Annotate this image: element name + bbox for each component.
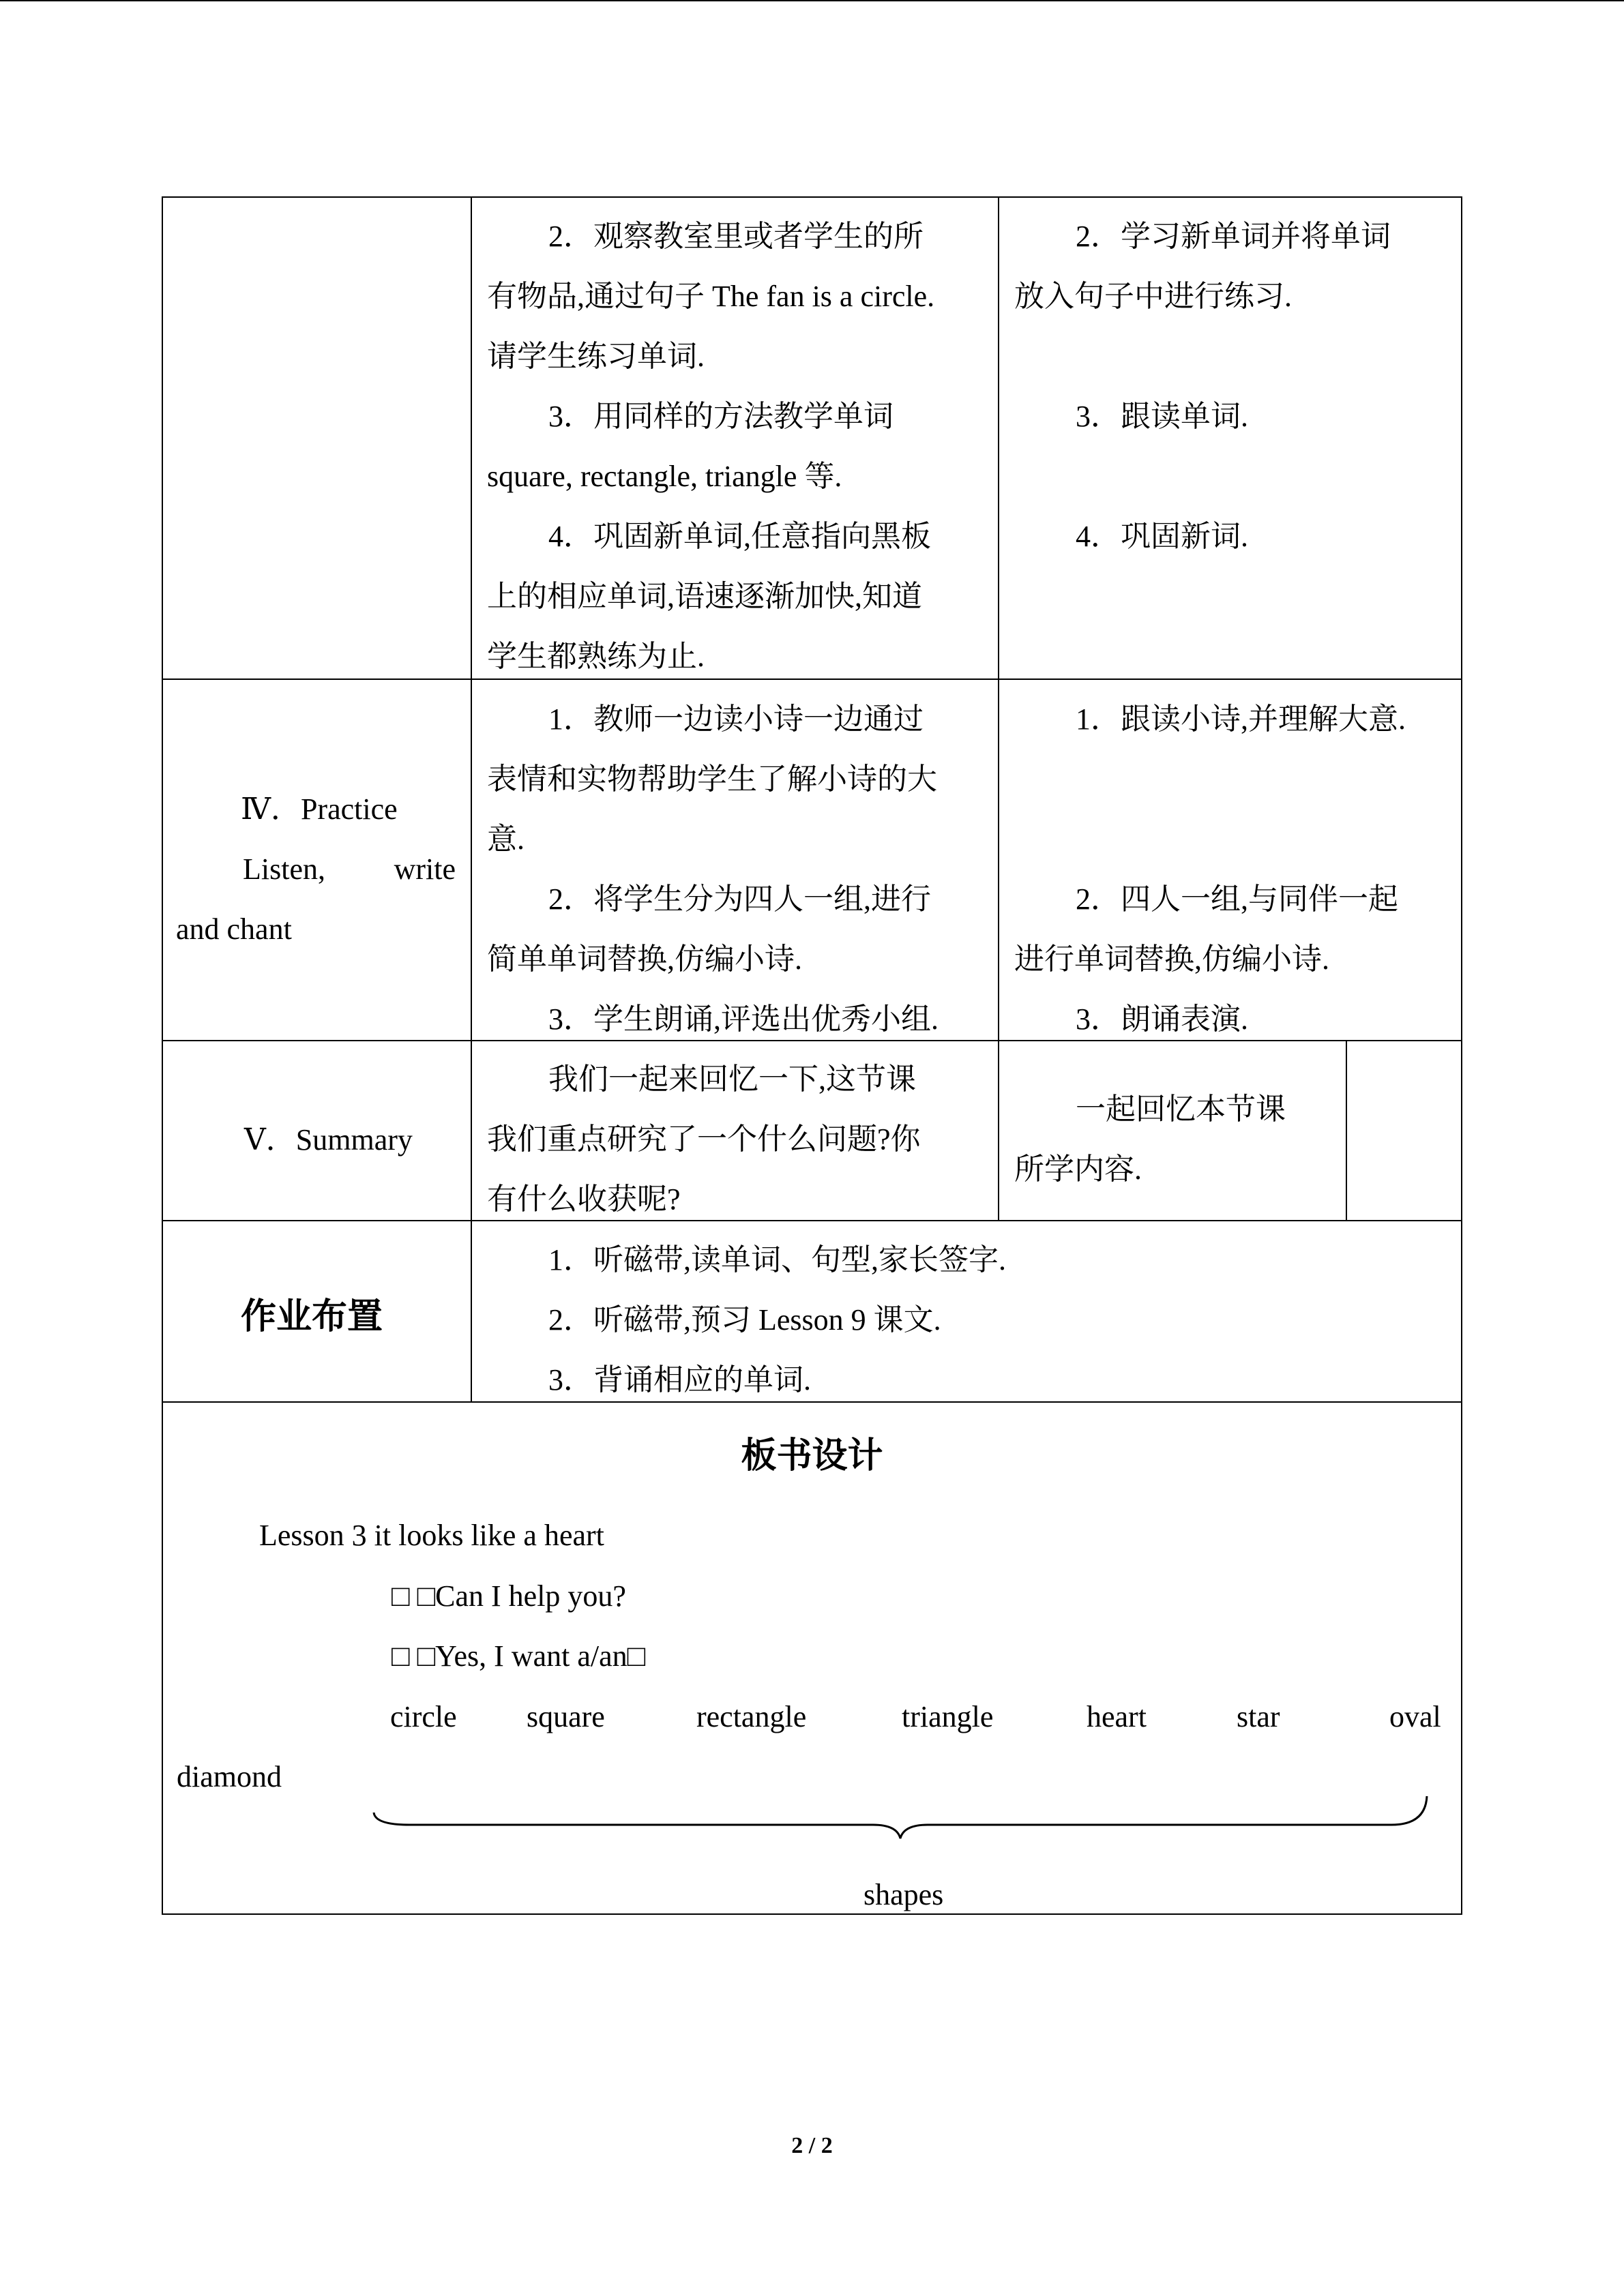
page-number: 2 / 2: [791, 2133, 833, 2158]
text-line: 所学内容.: [1014, 1152, 1142, 1186]
board-lesson: Lesson 3 it looks like a heart: [259, 1519, 604, 1552]
text-line: 简单单词替换,仿编小诗.: [487, 942, 802, 976]
table-border-top: [162, 196, 1462, 198]
shape-word-diamond: diamond: [177, 1760, 282, 1793]
column-divider-2: [998, 196, 999, 1221]
stage-title: Ⅴ．Summary: [244, 1123, 413, 1157]
homework-item: 3．背诵相应的单词.: [548, 1363, 811, 1397]
text-line: 4．巩固新单词,任意指向黑板: [548, 520, 931, 553]
practice-stage-cell: [176, 779, 462, 959]
homework-item: 2．听磁带,预习 Lesson 9 课文.: [548, 1303, 941, 1337]
board-title: 板书设计: [741, 1435, 883, 1476]
text-line: 上的相应单词,语速逐渐加快,知道: [487, 580, 922, 613]
text-line: 2．将学生分为四人一组,进行: [548, 882, 931, 916]
row1-student-cell: [1014, 207, 1458, 567]
word-listen: Listen,: [243, 852, 325, 886]
shape-word-triangle: triangle: [902, 1700, 994, 1733]
text-line: 学生都熟练为止.: [487, 640, 705, 673]
shape-word-oval: oval: [1389, 1700, 1441, 1733]
word-write: write: [394, 852, 456, 886]
table-border-right: [1461, 196, 1462, 1915]
shape-word-square: square: [527, 1700, 605, 1733]
text-line: [1014, 749, 1458, 809]
text-line: 我们一起来回忆一下,这节课: [548, 1062, 916, 1096]
text-line: 2．学习新单词并将单词: [1076, 220, 1391, 253]
table-border-bottom: [162, 1913, 1462, 1915]
text-line: 3．用同样的方法教学单词: [548, 400, 894, 433]
homework-item: 1．听磁带,读单词、句型,家长签字.: [548, 1243, 1006, 1277]
text-line: 2．观察教室里或者学生的所: [548, 220, 924, 253]
text-line: square, rectangle, triangle 等.: [487, 460, 842, 493]
row1-teacher-cell: [487, 207, 992, 687]
text-line: 1．跟读小诗,并理解大意.: [1076, 702, 1406, 736]
text-line: [1014, 809, 1458, 869]
summary-student-cell: [1014, 1079, 1342, 1199]
board-question: □ □Can I help you?: [392, 1579, 626, 1613]
text-line: 请学生练习单词.: [487, 340, 705, 373]
text-line: 3．朗诵表演.: [1076, 1002, 1248, 1036]
text-line: [1014, 327, 1458, 387]
text-line: [1014, 447, 1458, 507]
stage-title: Ⅳ．Practice: [241, 792, 398, 826]
curly-brace: [368, 1785, 1432, 1840]
text-line: [176, 839, 462, 899]
table-border-left: [162, 196, 163, 1915]
text-line: 3．跟读单词.: [1076, 400, 1248, 433]
practice-teacher-cell: [487, 689, 992, 1049]
shape-word-heart: heart: [1087, 1700, 1147, 1733]
practice-student-cell: [1014, 689, 1458, 1049]
shape-word-rectangle: rectangle: [696, 1700, 807, 1733]
homework-label: 作业布置: [241, 1296, 383, 1337]
brace-label: shapes: [863, 1878, 944, 1911]
text-line: 意.: [487, 822, 525, 856]
text-line: 有什么收获呢?: [487, 1182, 681, 1216]
text-line: 一起回忆本节课: [1076, 1092, 1286, 1126]
text-line: 我们重点研究了一个什么问题?你: [487, 1122, 921, 1156]
text-line: 有物品,通过句子 The fan is a circle.: [487, 280, 935, 313]
text-line: 进行单词替换,仿编小诗.: [1014, 942, 1329, 976]
shape-word-circle: circle: [390, 1700, 457, 1733]
text-line: 2．四人一组,与同伴一起: [1076, 882, 1398, 916]
shape-word-star: star: [1237, 1700, 1280, 1733]
text-line: 表情和实物帮助学生了解小诗的大: [487, 762, 937, 796]
text-line: 3．学生朗诵,评选出优秀小组.: [548, 1002, 939, 1036]
summary-teacher-cell: [487, 1049, 992, 1229]
text-line: 4．巩固新词.: [1076, 520, 1248, 553]
text-line: 放入句子中进行练习.: [1014, 280, 1292, 313]
homework-items-cell: [487, 1230, 1456, 1410]
summary-stage-cell: [176, 1110, 462, 1170]
board-answer: □ □Yes, I want a/an□: [392, 1639, 646, 1673]
column-divider-3: [1346, 1041, 1347, 1221]
text-line: and chant: [176, 912, 292, 946]
text-line: 1．教师一边读小诗一边通过: [548, 702, 924, 736]
